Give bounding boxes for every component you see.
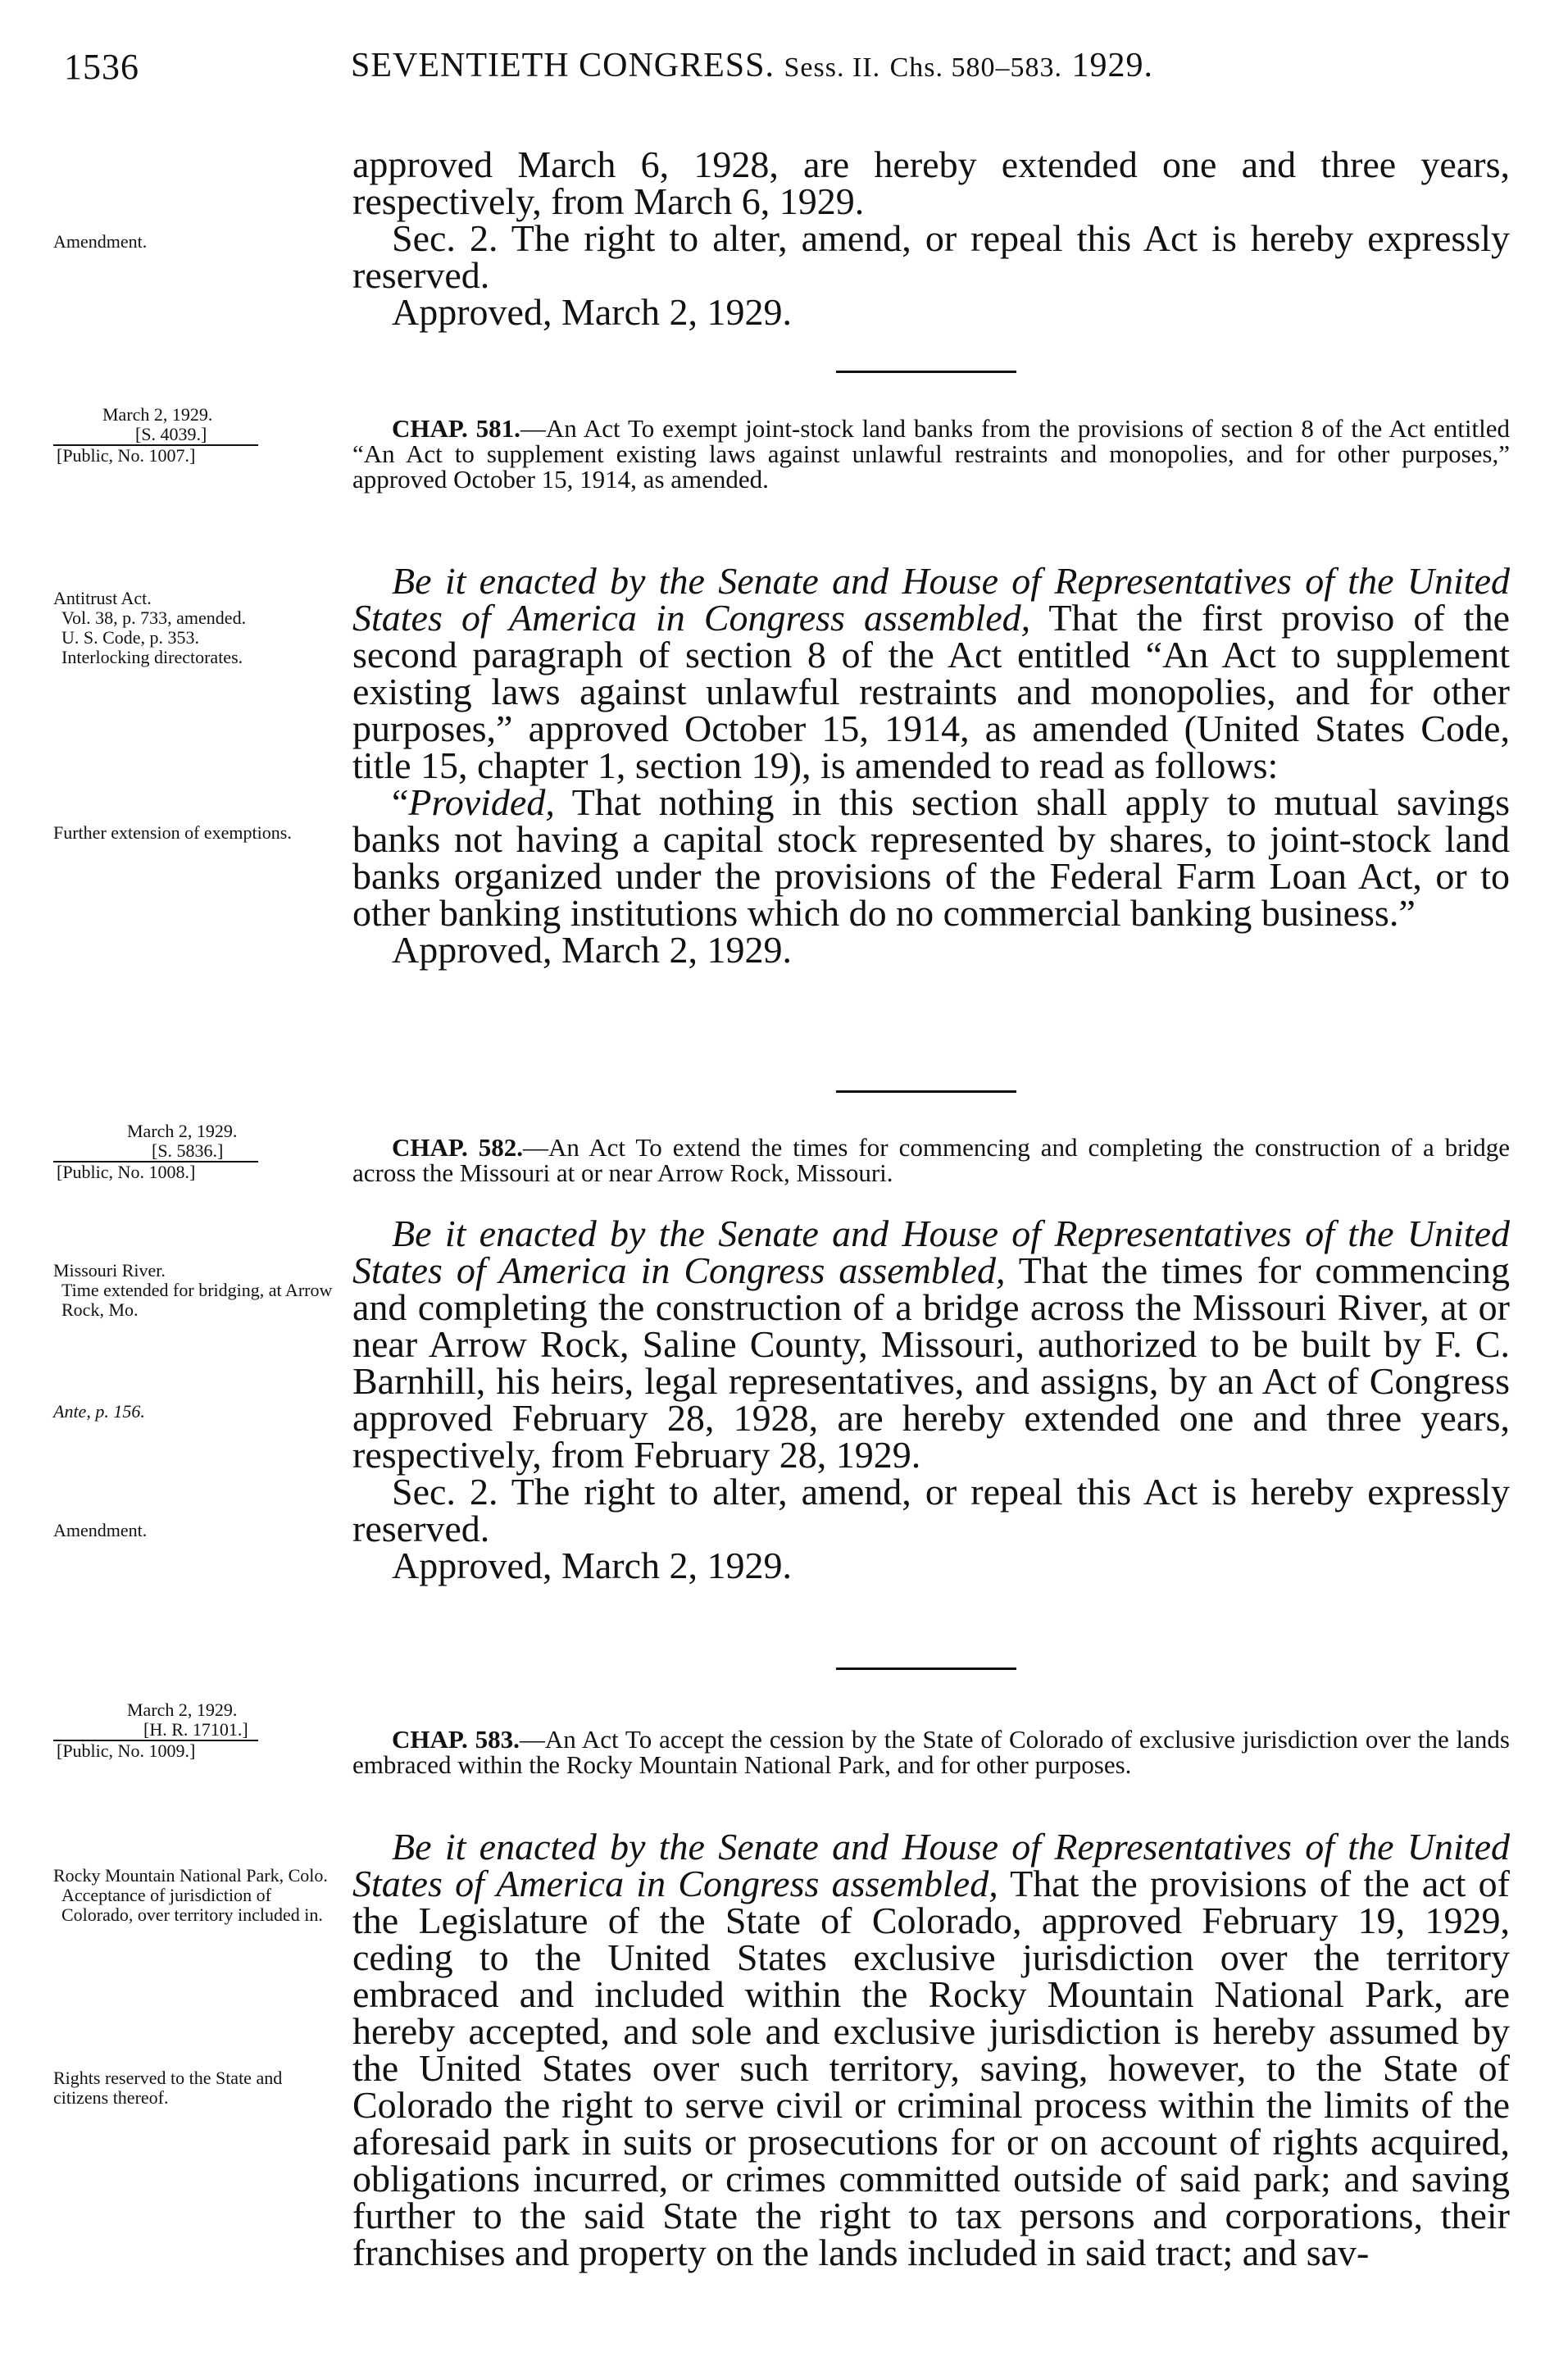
margin-bill: [S. 5836.] (152, 1140, 224, 1161)
margin-chap583-ids (53, 1700, 340, 1761)
margin-chap582-amendment (53, 1521, 340, 1540)
chap581-approved: Approved, March 2, 1929. (392, 929, 793, 971)
chapters-label: Chs. 580–583. (889, 52, 1063, 83)
margin-note: Time extended for bridging, at Arrow Rock, Mo. (61, 1280, 333, 1320)
margin-chap582-notes (53, 1261, 340, 1320)
margin-chap581-further (53, 823, 340, 843)
margin-chap582-ante (53, 1402, 340, 1422)
margin-chap583-rights (53, 2068, 340, 2108)
separator-rule (836, 1090, 1016, 1093)
chap583-title (352, 1727, 1510, 1777)
session-label: Sess. II. (784, 52, 881, 83)
congress-label: SEVENTIETH CONGRESS. (351, 47, 775, 84)
margin-note-further: Further extension of exemptions. (53, 822, 292, 843)
chap583-label: CHAP. 583. (392, 1725, 520, 1754)
margin-chap581-ids (53, 405, 340, 466)
margin-date: March 2, 1929. (127, 1121, 238, 1141)
page-header (64, 46, 1515, 103)
chap580-sec2: Sec. 2. The right to alter, amend, or repeal this Act is hereby expressly reserved. (352, 217, 1510, 296)
chap582-body-text: That the times for commencing and completing the construction of a bridge across the Missouri River, at or near Arrow Rock, Saline County, Missouri, authorized to be built by F. C. Barnhill, his heirs, legal representatives, and assigns, by an Act of Congress approved February 28, 1928, are hereby extended one and three years, respectively, from February 28, 1929. (352, 1249, 1510, 1476)
chap582-label: CHAP. 582. (392, 1133, 523, 1162)
chap582-title (352, 1135, 1510, 1185)
running-head (351, 46, 1153, 85)
chap581-title-text: —An Act To exempt joint-stock land banks from the provisions of section 8 of the Act entitled “An Act to supplement existing laws against unlawful restraints and monopolies, and for other purposes,” approved October 15, 1914, as amended. (352, 414, 1510, 494)
chap582-sec2: Sec. 2. The right to alter, amend, or repeal this Act is hereby expressly reserved. (352, 1471, 1510, 1549)
margin-public-law: [Public, No. 1007.] (57, 445, 196, 466)
margin-note-amendment: Amendment. (53, 1520, 148, 1540)
chap581-title (352, 416, 1510, 492)
margin-note: Rocky Mountain National Park, Colo. (53, 1865, 328, 1886)
enacting-clause: Be it enacted by the Senate and House of Representatives of the United States of America in Congress assembled, (352, 1213, 1510, 1291)
chap581-label: CHAP. 581. (392, 414, 520, 443)
separator-rule (836, 371, 1016, 373)
chap582-body (352, 1215, 1510, 1585)
chap583-body (352, 1828, 1510, 2271)
margin-date: March 2, 1929. (102, 404, 213, 425)
year-label: 1929. (1071, 47, 1154, 84)
chap582-approved: Approved, March 2, 1929. (392, 1545, 793, 1586)
margin-bill: [S. 4039.] (135, 424, 207, 444)
proviso-italic: Provided, (408, 781, 555, 823)
chap582-title-text: —An Act To extend the times for commencing and completing the construction of a bridge across the Missouri at or near Arrow Rock, Missouri. (352, 1133, 1510, 1187)
chap581-body: Be it enacted by the Senate and House of Representatives of the United States of America in Congress assembled, That the first proviso of the second paragraph of section 8 of the Act entitled “An Act to supplement existing laws against unlawful restraints and monopolies, and for other purposes,” approved October 15, 1914, as amended (United States Code, title 15, chapter 1, section 19), is amended to read as follows: “Provided, That nothing in this section shall apply to mutual savings banks not having a capital stock represented by shares, to joint-stock land banks organized under the provisions of the Federal Farm Loan Act, or to other banking institutions which do no commercial banking business.” Approved, March 2, 1929. (352, 560, 1510, 971)
chap580-approved: Approved, March 2, 1929. (392, 291, 793, 333)
margin-note-ante: Ante, p. 156. (53, 1401, 145, 1422)
chap583-title-text: —An Act To accept the cession by the State of Colorado of exclusive jurisdiction over the lands embraced within the Rocky Mountain National Park, and for other purposes. (352, 1725, 1510, 1779)
enacting-clause: Be it enacted by the Senate and House of Representatives of the United States of America in Congress assembled, (352, 560, 1510, 639)
margin-chap581-notes (53, 589, 340, 667)
chap580-text1: approved March 6, 1928, are hereby extended one and three years, respectively, from March 6, 1929. (352, 143, 1510, 222)
margin-public-law: [Public, No. 1008.] (57, 1162, 196, 1182)
margin-note-amendment-580: Amendment. (53, 231, 148, 252)
margin-chap583-notes (53, 1866, 340, 1925)
margin-note: Acceptance of jurisdiction of Colorado, over territory included in. (61, 1885, 323, 1925)
margin-date: March 2, 1929. (127, 1699, 238, 1720)
chap581-proviso-text: That nothing in this section shall apply to mutual savings banks not having a capital stock represented by shares, to joint-stock land banks organized under the provisions of the Federal Farm Loan Act, or to other banking institutions which do no commercial banking business.” (352, 781, 1510, 934)
margin-note: Interlocking directorates. (61, 647, 243, 667)
chap583-body-text: That the provisions of the act of the Legislature of the State of Colorado, approved February 19, 1929, ceding to the United States exclusive jurisdiction over the territory embraced and included within the Rocky Mountain National Park, are hereby accepted, and sole and exclusive jurisdiction is hereby assumed by the United States over such territory, saving, however, to the State of Colorado the right to serve civil or criminal process within the limits of the aforesaid park in suits or prosecutions for or on account of rights acquired, obligations incurred, or crimes committed outside of said park; and saving further to the said State the right to tax persons and corporations, their franchises and property on the lands included in said tract; and sav- (352, 1863, 1510, 2273)
margin-note: Antitrust Act. (53, 588, 152, 608)
page-number: 1536 (64, 47, 139, 87)
margin-note: Vol. 38, p. 733, amended. (61, 607, 247, 628)
margin-note-rights: Rights reserved to the State and citizens thereof. (53, 2068, 283, 2108)
chap581-body-text: That the first proviso of the second paragraph of section 8 of the Act entitled “An Act to supplement existing laws against unlawful restraints and monopolies, and for other purposes,” approved October 15, 1914, as amended (United States Code, title 15, chapter 1, section 19), is amended to read as follows: (352, 597, 1510, 786)
margin-note: U. S. Code, p. 353. (61, 627, 200, 648)
margin-public-law: [Public, No. 1009.] (57, 1740, 196, 1761)
margin-note: Missouri River. (53, 1260, 166, 1281)
separator-rule (836, 1668, 1016, 1670)
margin-bill: [H. R. 17101.] (143, 1719, 248, 1740)
enacting-clause: Be it enacted by the Senate and House of Representatives of the United States of America in Congress assembled, (352, 1826, 1510, 1904)
chap580-tail (352, 143, 1510, 333)
margin-chap582-ids (53, 1122, 340, 1182)
